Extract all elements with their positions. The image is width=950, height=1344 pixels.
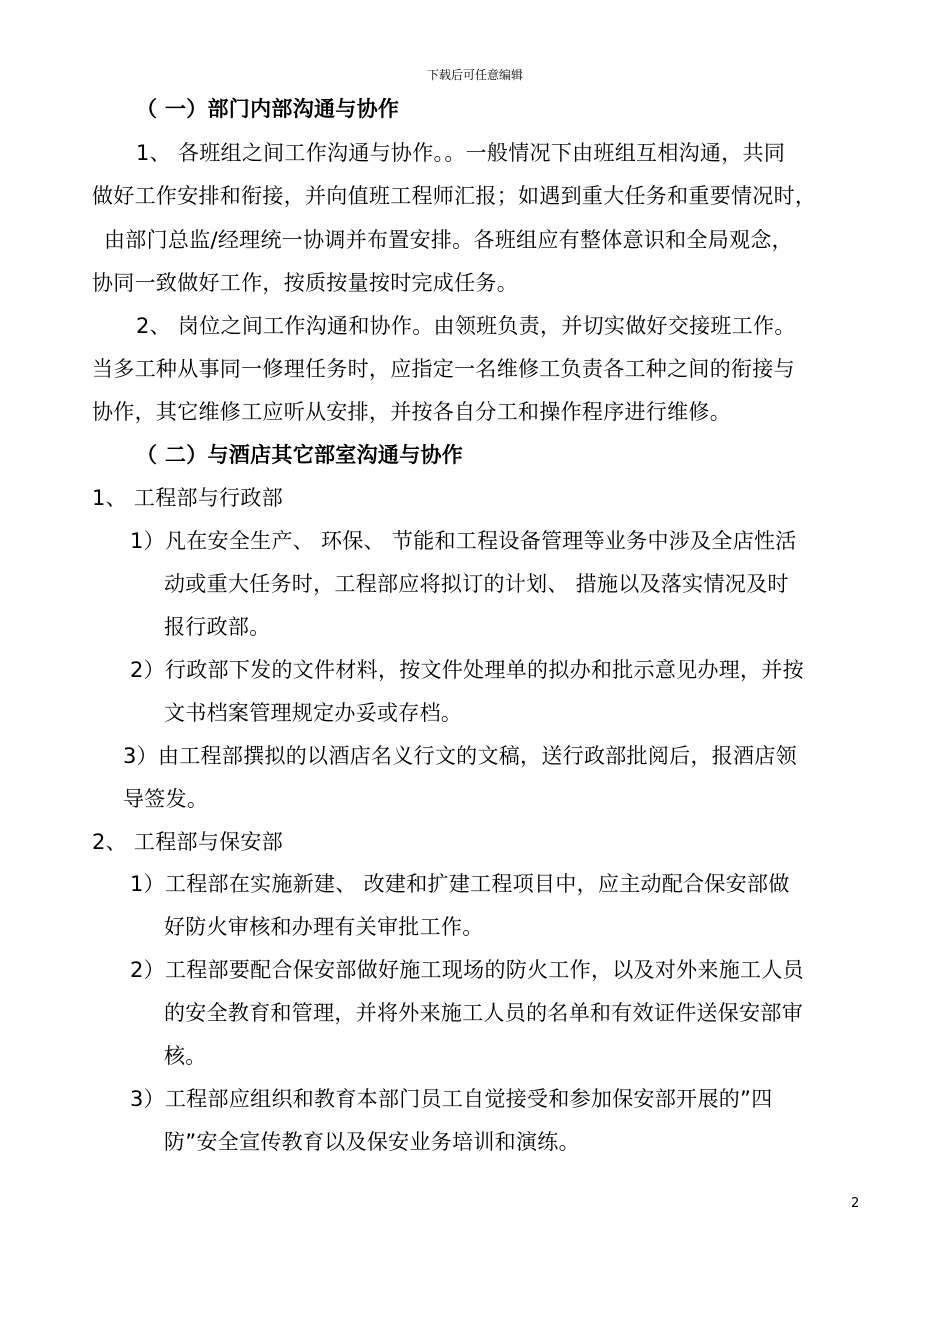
paragraph-line: 协同一致做好工作，按质按量按时完成任务。	[92, 271, 518, 295]
list-item-line: 文书档案管理规定办妥或存档。	[164, 701, 463, 725]
list-item-line: 导签发。	[123, 787, 209, 811]
subsection-heading: 1、 工程部与行政部	[92, 486, 284, 510]
list-item-line: 2）工程部要配合保安部做好施工现场的防火工作，以及对外来施工人员	[130, 958, 804, 982]
section-heading-1: （ 一）部门内部沟通与协作	[136, 97, 400, 121]
page-number: 2	[851, 1196, 860, 1211]
paragraph-line: 做好工作安排和衔接，并向值班工程师汇报；如遇到重大任务和重要情况时，	[92, 184, 817, 208]
page-header: 下载后可任意编辑	[426, 68, 523, 82]
list-item-line: 核。	[164, 1044, 207, 1068]
list-item-line: 动或重大任务时，工程部应将拟订的计划、 措施以及落实情况及时	[164, 572, 789, 596]
section-heading-2: （ 二）与酒店其它部室沟通与协作	[136, 443, 464, 467]
paragraph-line: 由部门总监/经理统一协调并布置安排。各班组应有整体意识和全局观念，	[104, 228, 793, 252]
list-item-line: 3）工程部应组织和教育本部门员工自觉接受和参加保安部开展的”四	[130, 1087, 773, 1111]
list-item-line: 1）凡在安全生产、 环保、 节能和工程设备管理等业务中涉及全店性活	[130, 529, 797, 553]
list-item-line: 的安全教育和管理，并将外来施工人员的名单和有效证件送保安部审	[164, 1001, 803, 1025]
paragraph-line: 1、 各班组之间工作沟通与协作。。一般情况下由班组互相沟通，共同	[136, 141, 786, 165]
list-item-line: 防”安全宣传教育以及保安业务培训和演练。	[164, 1130, 580, 1154]
list-item-line: 报行政部。	[164, 615, 271, 639]
subsection-heading: 2、 工程部与保安部	[92, 830, 284, 854]
list-item-line: 2）行政部下发的文件材料，按文件处理单的拟办和批示意见办理，并按	[130, 658, 804, 682]
paragraph-line: 当多工种从事同一修理任务时，应指定一名维修工负责各工种之间的衔接与	[92, 357, 795, 381]
list-item-line: 好防火审核和办理有关审批工作。	[164, 915, 484, 939]
list-item-line: 1）工程部在实施新建、 改建和扩建工程项目中，应主动配合保安部做	[130, 872, 790, 896]
paragraph-line: 2、 岗位之间工作沟通和协作。由领班负责，并切实做好交接班工作。	[136, 314, 796, 338]
list-item-line: 3）由工程部撰拟的以酒店名义行文的文稿，送行政部批阅后，报酒店领	[123, 744, 797, 768]
paragraph-line: 协作，其它维修工应听从安排，并按各自分工和操作程序进行维修。	[92, 400, 731, 424]
